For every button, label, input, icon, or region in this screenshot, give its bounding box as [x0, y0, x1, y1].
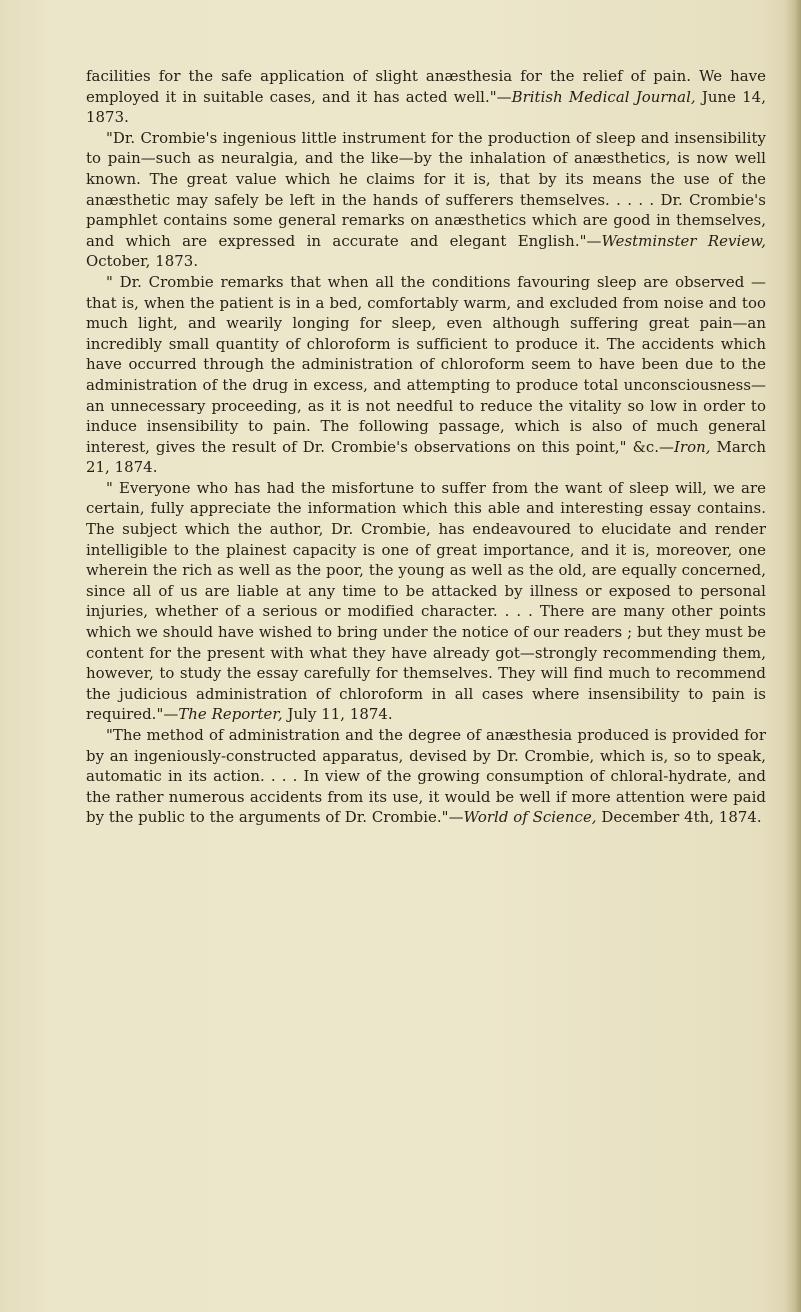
review-paragraph — [86, 128, 766, 272]
source-title: British Medical Journal, — [511, 87, 696, 106]
page-text — [86, 66, 766, 828]
source-title: Iron, — [673, 437, 711, 456]
quote-text: " Dr. Crombie remarks that when all the conditions favouring sleep are observed —that is, when the patient is in a bed, comfortably warm, and excluded from noise and too much light, and wearily longing for sleep, even although suffering great pain—an incredibly small quantity of chloroform is sufficient to produce it. The accidents which have occurred through the administration of chloroform seem to have been due to the administration of the drug in excess, and attempting to produce total unconsciousness—an unnecessary proceeding, as it is not needful to reduce the vitality so low in order to induce insensibility to pain. The following passage, which is also of much general interest, gives the result of Dr. Crombie's observations on this point," &c.— — [86, 272, 766, 456]
review-paragraph — [86, 725, 766, 828]
quote-text: facilities for the safe application of slight anæsthesia for the relief of pain. We have employed it in suitable cases, and it has acted well."— — [86, 67, 766, 106]
source-date: October, 1873. — [86, 252, 199, 271]
source-title: The Reporter, — [178, 705, 283, 724]
source-date: June 14, 1873. — [86, 87, 766, 127]
source-title: World of Science, — [463, 808, 597, 827]
source-title: Westminster Review, — [601, 231, 766, 250]
review-paragraph — [86, 272, 766, 478]
source-date: March 21, 1874. — [86, 437, 766, 477]
source-date: July 11, 1874. — [282, 705, 393, 724]
review-paragraph — [86, 66, 766, 128]
source-date: December 4th, 1874. — [596, 808, 762, 827]
page-edge-shadow — [785, 0, 801, 1312]
quote-text: " Everyone who has had the misfortune to suffer from the want of sleep will, we are certain, fully appreciate the information which this able and interesting essay contains. The subject which the author, Dr. Crombie, has endeavoured to elucidate and render intelligible to the plainest capacity is one of great importance, and it is, moreover, one wherein the rich as well as the poor, the young as well as the old, are equally concerned, since all of us are liable at any time to be attacked by illness or exposed to personal injuries, whether of a serious or modified character. . . . There are many other points which we should have wished to bring under the notice of our readers ; but they must be content for the present with what they have already got—strongly recommending them, however, to study the essay carefully for themselves. They will find much to recommend the judicious administration of chloroform in all cases where insensibility to pain is required."— — [86, 478, 766, 724]
quote-text: "The method of administration and the degree of anæsthesia produced is provided for by an ingeniously-constructed apparatus, devised by Dr. Crombie, which is, so to speak, automatic in its action. . . . In view of the growing consumption of chloral-hydrate, and the rather numerous accidents from its use, it would be well if more attention were paid by the public to the arguments of Dr. Crombie."— — [86, 726, 766, 827]
review-paragraph — [86, 478, 766, 725]
quote-text: "Dr. Crombie's ingenious little instrument for the production of sleep and insensibility to pain—such as neuralgia, and the like—by the inhalation of anæsthetics, is now well known. The great value which he claims for it is, that by its means the use of the anæsthetic may safely be left in the hands of sufferers themselves. . . . . Dr. Crombie's pamphlet contains some general remarks on anæsthetics which are good in themselves, and which are expressed in accurate and elegant English."— — [86, 128, 766, 250]
